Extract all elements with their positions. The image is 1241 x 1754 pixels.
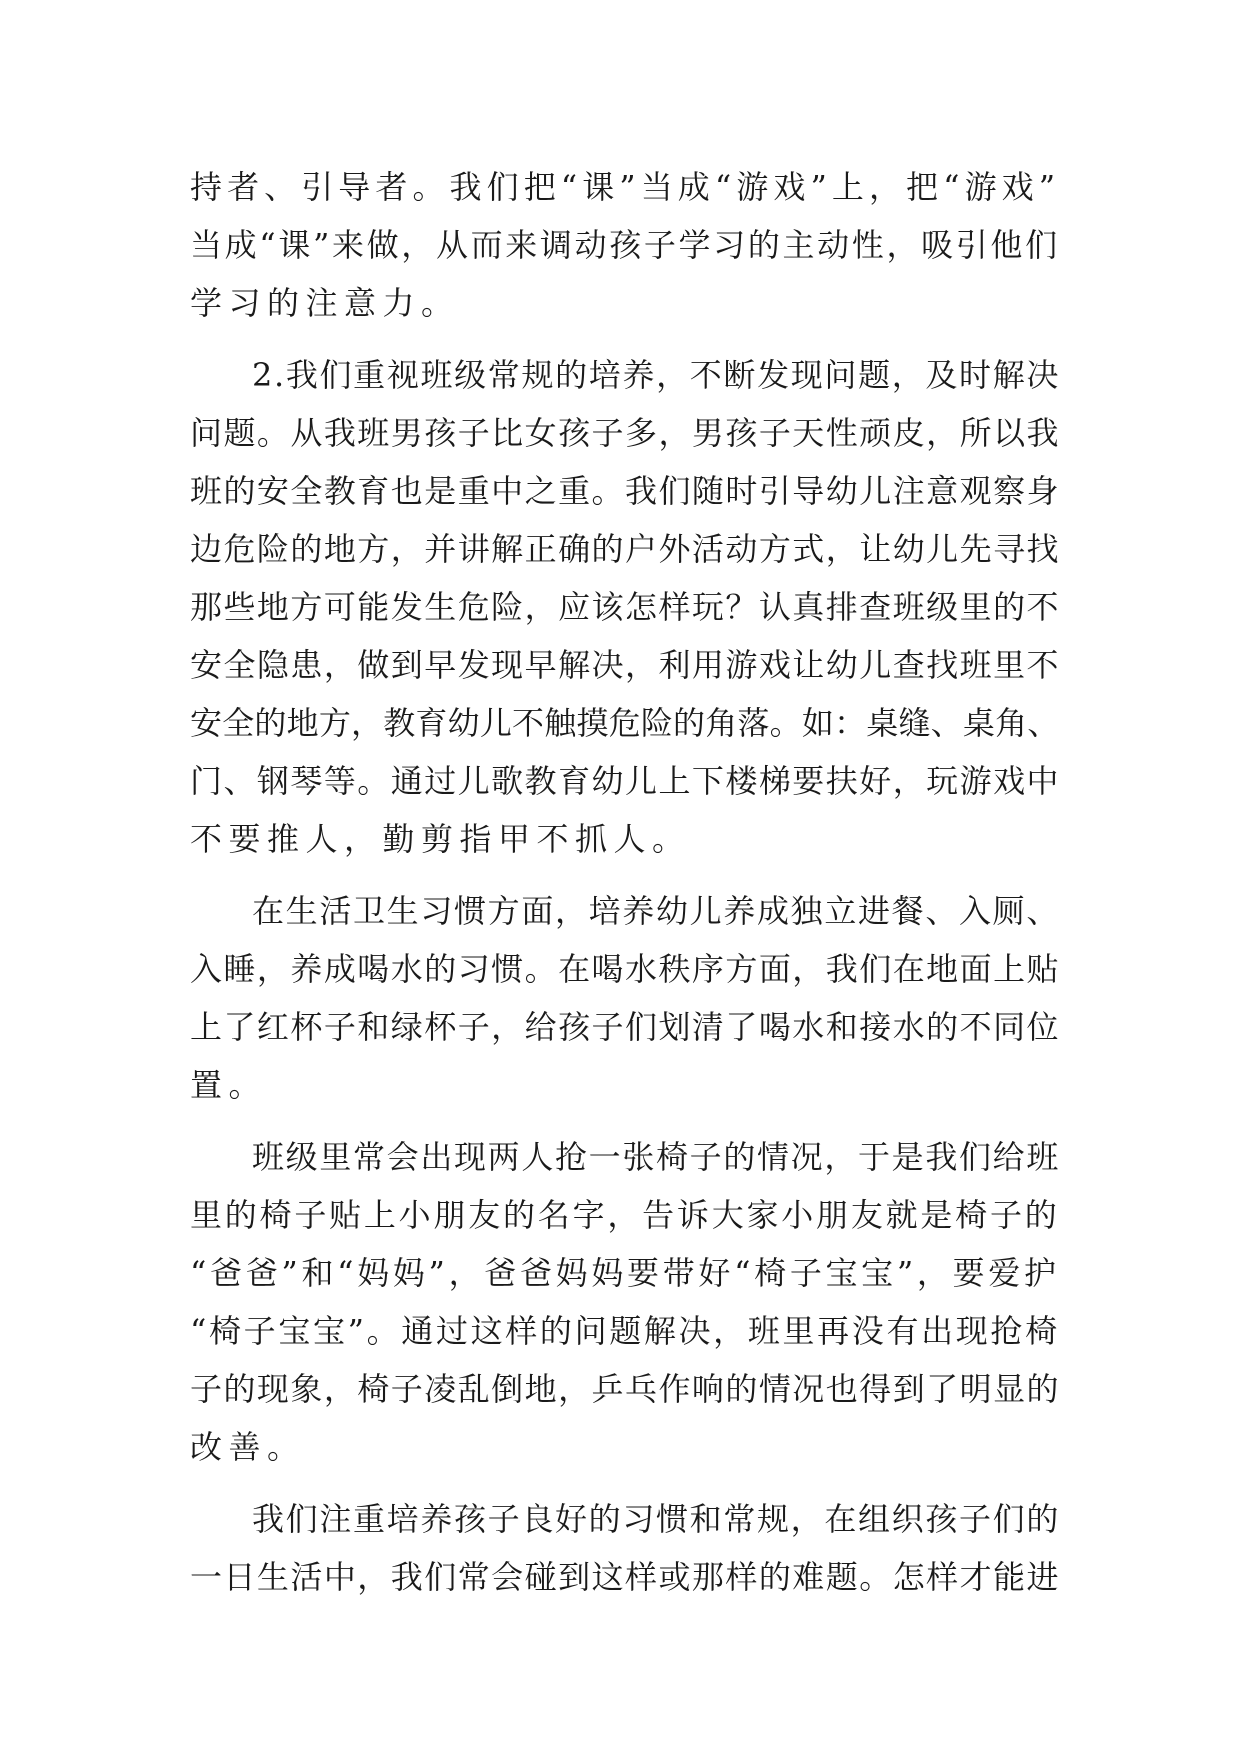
text-line-content: 边危险的地方，并讲解正确的户外活动方式，让幼儿先寻找	[190, 530, 1061, 568]
text-line-content: 上了红杯子和绿杯子，给孩子们划清了喝水和接水的不同位	[190, 1008, 1061, 1046]
text-line-content: 改善。	[190, 1428, 306, 1466]
text-line-content: 置。	[190, 1066, 268, 1104]
text-line	[0, 1547, 1241, 1607]
text-line	[0, 939, 1241, 999]
text-line	[0, 1243, 1241, 1303]
text-line	[0, 273, 1241, 333]
text-line	[0, 751, 1241, 811]
text-line	[0, 1055, 1241, 1115]
text-line	[0, 693, 1241, 753]
text-line-content: 那些地方可能发生危险，应该怎样玩？认真排查班级里的不	[190, 588, 1061, 626]
text-line-content: 入睡，养成喝水的习惯。在喝水秩序方面，我们在地面上贴	[190, 950, 1061, 988]
text-line-content: 2.我们重视班级常规的培养，不断发现问题，及时解决	[252, 356, 1061, 394]
text-line-content: 一日生活中，我们常会碰到这样或那样的难题。怎样才能进	[190, 1558, 1061, 1596]
text-line-content: 在生活卫生习惯方面，培养幼儿养成独立进餐、入厕、	[252, 892, 1061, 930]
text-line	[0, 1127, 1241, 1187]
text-line-content: 持者、引导者。我们把“课”当成“游戏”上，把“游戏”	[190, 168, 1061, 206]
text-line	[0, 519, 1241, 579]
text-line-content: “爸爸”和“妈妈”，爸爸妈妈要带好“椅子宝宝”，要爱护	[190, 1254, 1060, 1292]
text-line-content: 安全的地方，教育幼儿不触摸危险的角落。如：桌缝、桌角、	[190, 704, 1060, 742]
text-line	[0, 809, 1241, 869]
text-line-content: 问题。从我班男孩子比女孩子多，男孩子天性顽皮，所以我	[190, 414, 1061, 452]
text-line-content: 里的椅子贴上小朋友的名字，告诉大家小朋友就是椅子的	[190, 1196, 1060, 1234]
text-line	[0, 403, 1241, 463]
text-line	[0, 1417, 1241, 1477]
text-line-content: 当成“课”来做，从而来调动孩子学习的主动性，吸引他们	[190, 226, 1060, 264]
text-line	[0, 461, 1241, 521]
text-line	[0, 1359, 1241, 1419]
text-line-content: 我们注重培养孩子良好的习惯和常规，在组织孩子们的	[252, 1500, 1061, 1538]
text-line	[0, 215, 1241, 275]
text-line-content: 班的安全教育也是重中之重。我们随时引导幼儿注意观察身	[190, 472, 1061, 510]
text-line-content: 班级里常会出现两人抢一张椅子的情况，于是我们给班	[252, 1138, 1061, 1176]
text-line	[0, 345, 1241, 405]
text-line-content: 学习的注意力。	[190, 284, 460, 322]
text-line-content: 门、钢琴等。通过儿歌教育幼儿上下楼梯要扶好，玩游戏中	[190, 762, 1061, 800]
text-line	[0, 1301, 1241, 1361]
text-line	[0, 1489, 1241, 1549]
text-line	[0, 577, 1241, 637]
text-line	[0, 157, 1241, 217]
text-line-content: 子的现象，椅子凌乱倒地，乒乓作响的情况也得到了明显的	[190, 1370, 1061, 1408]
text-line	[0, 635, 1241, 695]
text-line-content: “椅子宝宝”。通过这样的问题解决，班里再没有出现抢椅	[190, 1312, 1060, 1350]
text-line-content: 不要推人，勤剪指甲不抓人。	[190, 820, 691, 858]
text-line	[0, 881, 1241, 941]
text-line	[0, 1185, 1241, 1245]
text-line	[0, 997, 1241, 1057]
text-line-content: 安全隐患，做到早发现早解决，利用游戏让幼儿查找班里不	[190, 646, 1061, 684]
